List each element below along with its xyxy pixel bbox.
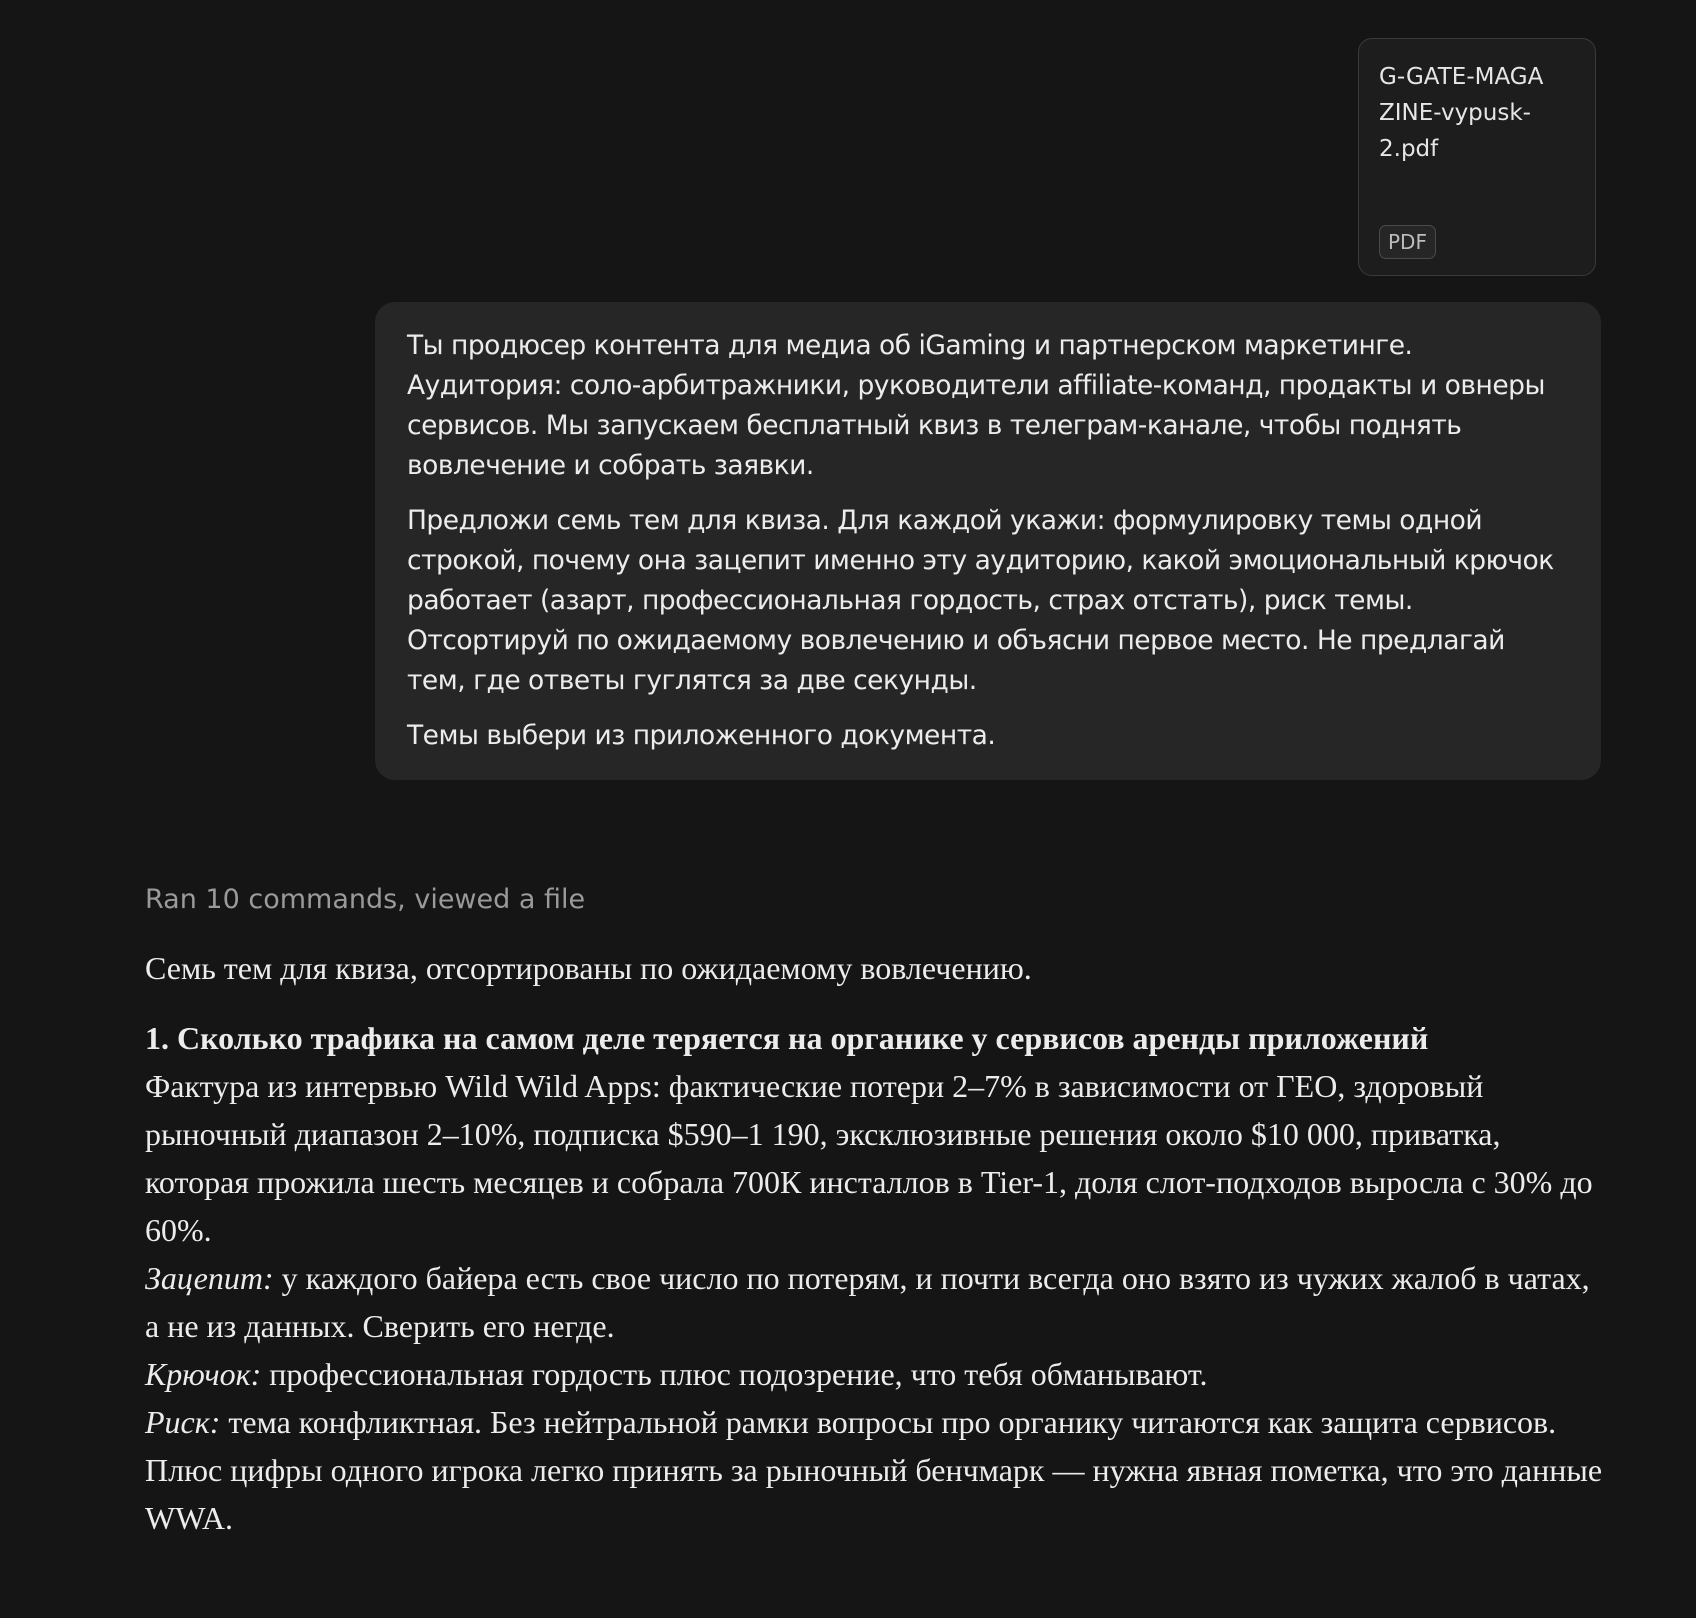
user-message-bubble: [375, 302, 1601, 780]
attachment-file-name: G-GATE-MAGAZINE-vypusk-2.pdf: [1379, 64, 1544, 162]
emotion-text: профессиональная гордость плюс подозрение, что тебя обманывают.: [261, 1356, 1208, 1392]
topic-hook: [145, 1254, 1605, 1350]
hook-text: у каждого байера есть свое число по потерям, и почти всегда оно взято из чужих жалоб в чатах, а не из данных. Сверить его негде.: [145, 1260, 1590, 1344]
risk-label: Риск:: [145, 1404, 221, 1440]
topic-heading: 1. Сколько трафика на самом деле теряется на органике у сервисов аренды приложений: [145, 1020, 1429, 1056]
user-message-paragraph: Ты продюсер контента для медиа об iGaming и партнерском маркетинге. Аудитория: соло-арбитражники, руководители affiliate-команд, продакты и овнеры сервисов. Мы запускаем бесплатный квиз в телеграм-канале, чтобы поднять вовлечение и собрать заявки.: [407, 330, 1545, 481]
user-message-paragraph: Предложи семь тем для квиза. Для каждой укажи: формулировку темы одной строкой, почему она зацепит именно эту аудиторию, какой эмоциональный крючок работает (азарт, профессиональная гордость, страх отстать), риск темы. Отсортируй по ожидаемому вовлечению и объясни первое место. Не предлагай тем, где ответы гуглятся за две секунды.: [407, 505, 1554, 696]
assistant-intro: Семь тем для квиза, отсортированы по ожидаемому вовлечению.: [145, 950, 1032, 986]
attachment-card[interactable]: [1358, 38, 1596, 276]
user-message-paragraph: Темы выбери из приложенного документа.: [407, 720, 996, 751]
assistant-response: [145, 944, 1605, 1542]
hook-label: Зацепит:: [145, 1260, 274, 1296]
risk-text: тема конфликтная. Без нейтральной рамки вопросы про органику читаются как защита сервисов. Плюс цифры одного игрока легко принять за рыночный бенчмарк — нужна явная пометка, что это данные WWA.: [145, 1404, 1603, 1536]
topic-facts: Фактура из интервью Wild Wild Apps: фактические потери 2–7% в зависимости от ГЕО, здоровый рыночный диапазон 2–10%, подписка $590–1 190, эксклюзивные решения около $10 000, приватка, которая прожила шесть месяцев и собрала 700К инсталлов в Tier-1, доля слот-подходов выросла с 30% до 60%.: [145, 1068, 1593, 1248]
topic-risk: [145, 1398, 1605, 1542]
emotion-label: Крючок:: [145, 1356, 262, 1392]
topic-emotion: [145, 1350, 1605, 1398]
tool-activity-summary[interactable]: Ran 10 commands, viewed a file: [145, 884, 586, 915]
file-type-badge: PDF: [1379, 225, 1436, 259]
